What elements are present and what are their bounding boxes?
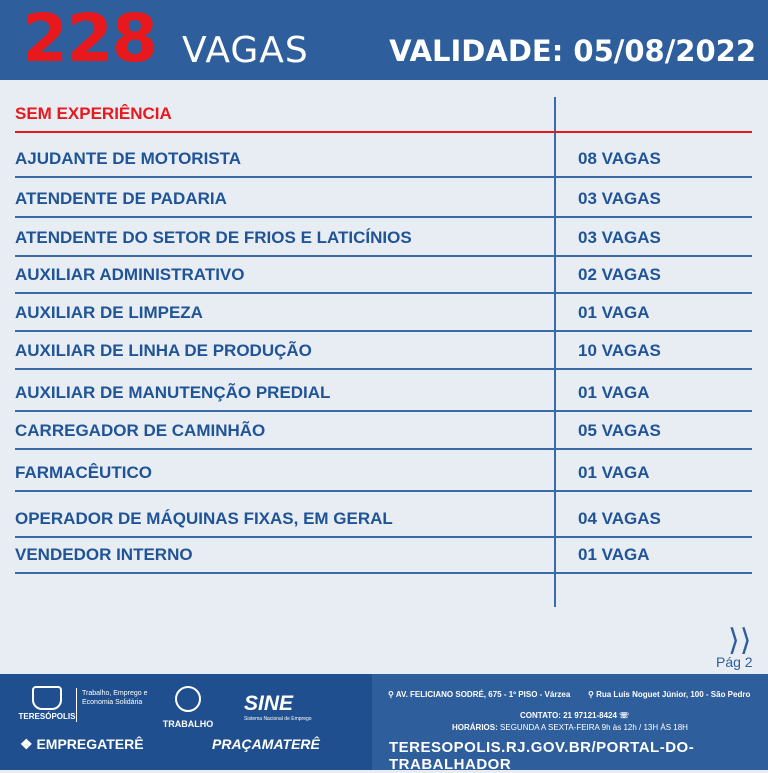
job-quantity: 02 VAGAS: [578, 265, 661, 284]
emblem-icon: [175, 686, 201, 712]
website-link[interactable]: TERESOPOLIS.RJ.GOV.BR/PORTAL-DO-TRABALHADOR: [389, 739, 695, 773]
job-role: VENDEDOR INTERNO: [15, 545, 193, 564]
sine-logo: [244, 692, 312, 722]
job-quantity: 01 VAGA: [578, 463, 650, 482]
row-divider: [15, 410, 752, 412]
row-divider: [15, 572, 752, 574]
sine-label: SINE: [244, 692, 294, 715]
job-quantity: 04 VAGAS: [578, 509, 661, 528]
handshake-icon: ❖: [20, 736, 37, 752]
validity-date: VALIDADE: 05/08/2022: [389, 34, 756, 68]
vacancy-count-label: VAGAS: [182, 30, 309, 71]
row-divider: [15, 536, 752, 538]
vacancy-count: 228: [22, 0, 157, 77]
job-role: AJUDANTE DE MOTORISTA: [15, 149, 242, 168]
contact-text: CONTATO: 21 97121-8424: [520, 711, 617, 720]
trabalho-logo: [160, 686, 216, 732]
job-role: AUXILIAR DE LIMPEZA: [15, 303, 203, 322]
job-quantity: 03 VAGAS: [578, 189, 661, 208]
job-row: [0, 183, 768, 213]
job-quantity: 03 VAGAS: [578, 228, 661, 247]
job-quantity: 08 VAGAS: [578, 149, 661, 168]
job-row: [0, 297, 768, 327]
job-role: FARMACÊUTICO: [15, 463, 152, 482]
job-role: AUXILIAR ADMINISTRATIVO: [15, 265, 245, 284]
row-divider: [15, 255, 752, 257]
location-pin-icon: ⚲: [588, 690, 597, 699]
contact-info: [520, 711, 629, 720]
job-row: [0, 259, 768, 289]
footer-logos-panel: [0, 674, 372, 770]
job-row: [0, 143, 768, 173]
crest-icon: [32, 686, 62, 710]
section-underline: [15, 131, 752, 133]
footer: [0, 674, 768, 773]
job-role: CARREGADOR DE CAMINHÃO: [15, 421, 266, 440]
address-primary: [388, 690, 570, 699]
row-divider: [15, 368, 752, 370]
row-divider: [15, 216, 752, 218]
pracamatere-logo: PRAÇAMATERÊ: [212, 736, 320, 752]
job-role: ATENDENTE DO SETOR DE FRIOS E LATICÍNIOS: [15, 228, 412, 247]
prefeitura-logo: [18, 686, 76, 721]
job-quantity: 01 VAGA: [578, 303, 650, 322]
hours-text: SEGUNDA A SEXTA-FEIRA 9h às 12h / 13H ÀS 18H: [500, 723, 688, 732]
row-divider: [15, 330, 752, 332]
row-divider: [15, 292, 752, 294]
job-quantity: 10 VAGAS: [578, 341, 661, 360]
trabalho-label: TRABALHO: [162, 719, 214, 729]
logo-divider: [76, 688, 77, 722]
address-primary-text: AV. FELICIANO SODRÉ, 675 - 1º PISO - Várzea: [395, 690, 571, 699]
empregatere-logo: [20, 736, 144, 753]
prefeitura-name: TERESÓPOLIS: [18, 712, 76, 721]
job-list-panel: [0, 80, 768, 674]
address-secondary-text: Rua Luís Noguet Júnior, 100 - São Pedro: [596, 690, 751, 699]
location-pin-icon: ⚲: [388, 690, 396, 699]
job-row: [0, 377, 768, 407]
office-hours: [452, 723, 688, 732]
job-quantity: 05 VAGAS: [578, 421, 661, 440]
job-role: AUXILIAR DE LINHA DE PRODUÇÃO: [15, 341, 312, 360]
row-divider: [15, 490, 752, 492]
job-row: [0, 539, 768, 569]
row-divider: [15, 448, 752, 450]
job-quantity: 01 VAGA: [578, 383, 650, 402]
job-role: ATENDENTE DE PADARIA: [15, 189, 227, 208]
job-role: OPERADOR DE MÁQUINAS FIXAS, EM GERAL: [15, 509, 393, 528]
job-row: [0, 457, 768, 487]
job-row: [0, 415, 768, 445]
hours-label: HORÁRIOS:: [452, 723, 498, 732]
row-divider: [15, 176, 752, 178]
whatsapp-icon: ☏: [616, 711, 630, 720]
job-quantity: 01 VAGA: [578, 545, 650, 564]
job-role: AUXILIAR DE MANUTENÇÃO PREDIAL: [15, 383, 331, 402]
section-title: SEM EXPERIÊNCIA: [15, 104, 172, 123]
secretaria-name: Trabalho, Emprego e Economia Solidária: [82, 690, 148, 706]
double-chevron-right-icon[interactable]: ⟩⟩: [728, 624, 752, 657]
header-banner: [0, 0, 768, 80]
job-row: [0, 335, 768, 365]
job-row: [0, 222, 768, 252]
sine-subtitle: Sistema Nacional de Emprego: [244, 716, 312, 722]
job-row: [0, 503, 768, 533]
address-secondary: [588, 690, 750, 699]
empregatere-label: EMPREGATERÊ: [36, 736, 144, 752]
page-number: Pág 2: [716, 654, 753, 670]
